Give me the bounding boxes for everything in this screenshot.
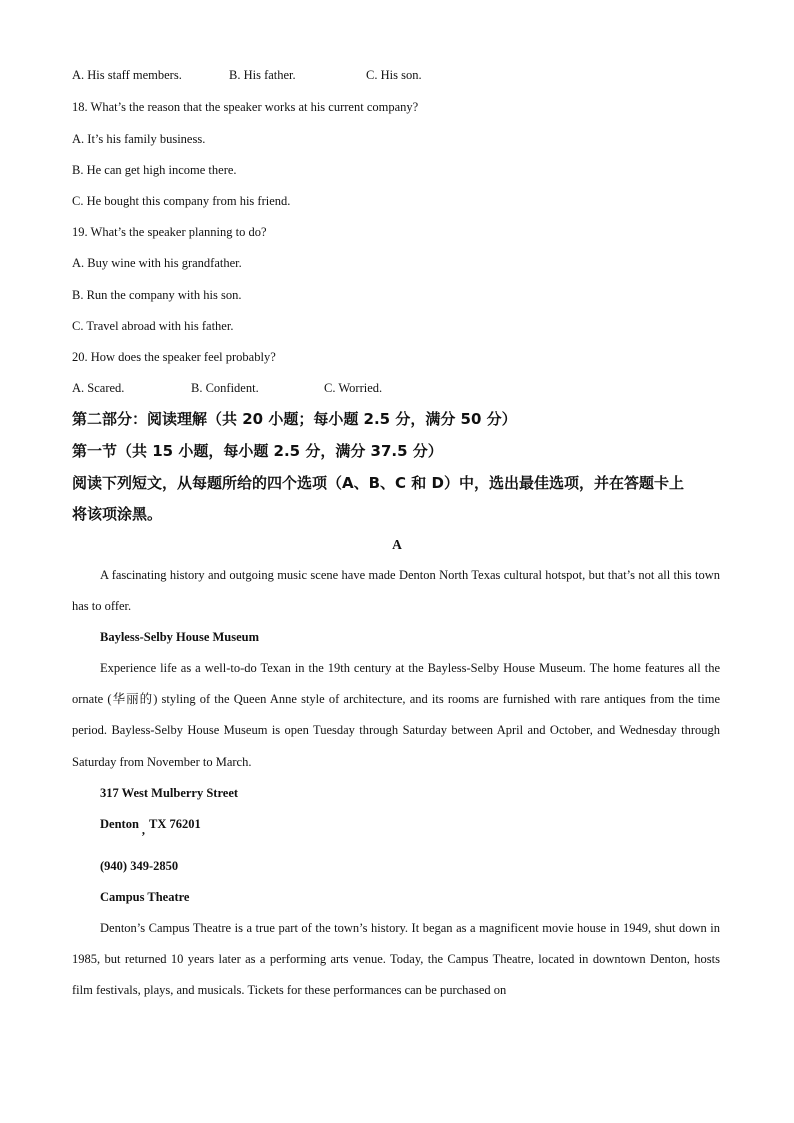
part2-heading: 第二部分：阅读理解（共 20 小题；每小题 2.5 分，满分 50 分） <box>72 410 517 428</box>
q20-option-a: A. Scared. <box>72 381 125 395</box>
q19-question: 19. What’s the speaker planning to do? <box>72 225 267 239</box>
museum-text: Experience life as a well-to-do Texan in the 19th century at the Bayless-Selby House Museum. The home features all the ornate (华丽的) styling of the Queen Anne style of architecture, and its rooms are furnished with rare antiques from the time period. Bayless-Selby House Museum is open Tuesday through Saturday between April and October, and Wednesday through Saturday from November to March. <box>72 661 720 769</box>
theatre-title: Campus Theatre <box>100 890 190 904</box>
q18-question: 18. What’s the reason that the speaker works at his current company? <box>72 100 419 114</box>
q20-option-c: C. Worried. <box>324 381 383 395</box>
museum-city-comma: , <box>141 823 146 837</box>
museum-city-line <box>100 817 201 837</box>
q17-option-c: C. His son. <box>366 68 422 82</box>
q20-question: 20. How does the speaker feel probably? <box>72 350 276 364</box>
q18-option-c: C. He bought this company from his friend. <box>72 194 291 208</box>
museum-city: Denton <box>100 817 139 831</box>
q19-option-c: C. Travel abroad with his father. <box>72 319 234 333</box>
instruction-line-2: 将该项涂黑。 <box>72 505 163 523</box>
passage-label: A <box>392 537 402 552</box>
theatre-text: Denton’s Campus Theatre is a true part of the town’s history. It began as a magnificent movie house in 1949, shut down in 1985, but returned 10 years later as a performing arts venue. Today, the Campus Theatre, located in downtown Denton, hosts film festivals, plays, and musicals. Tickets for these performances can be purchased on <box>72 921 720 998</box>
q18-option-b: B. He can get high income there. <box>72 163 237 177</box>
q19-option-a: A. Buy wine with his grandfather. <box>72 256 242 270</box>
q17-option-a: A. His staff members. <box>72 68 182 82</box>
museum-state-zip: TX 76201 <box>149 817 201 831</box>
q20-option-b: B. Confident. <box>191 381 259 395</box>
q18-option-a: A. It’s his family business. <box>72 132 206 146</box>
museum-phone: (940) 349-2850 <box>100 859 179 873</box>
passage-intro: A fascinating history and outgoing music scene have made Denton North Texas cultural hotspot, but that’s not all this town has to offer. <box>72 568 720 614</box>
museum-street: 317 West Mulberry Street <box>100 786 239 800</box>
section1-heading: 第一节（共 15 小题，每小题 2.5 分，满分 37.5 分） <box>72 442 443 460</box>
q19-option-b: B. Run the company with his son. <box>72 288 242 302</box>
q17-option-b: B. His father. <box>229 68 296 82</box>
instruction-line-1: 阅读下列短文，从每题所给的四个选项（A、B、C 和 D）中，选出最佳选项，并在答题卡上 <box>72 474 684 492</box>
museum-title: Bayless-Selby House Museum <box>100 630 260 644</box>
